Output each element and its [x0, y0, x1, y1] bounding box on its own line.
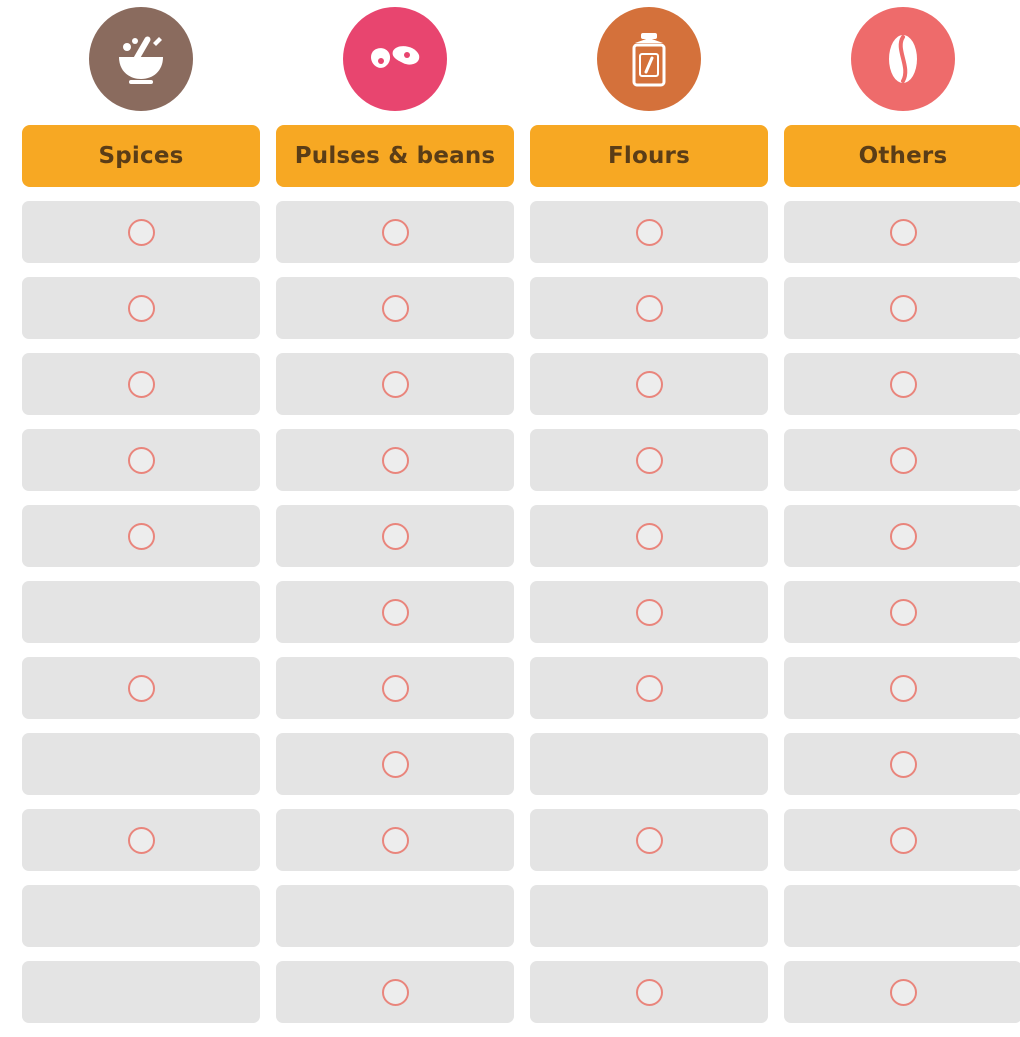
grid-cell[interactable] — [276, 581, 514, 643]
grid-cell[interactable] — [784, 581, 1020, 643]
check-circle-icon — [890, 599, 917, 626]
grid-cell[interactable] — [22, 657, 260, 719]
grid-cell[interactable] — [276, 429, 514, 491]
grid-cell[interactable] — [784, 657, 1020, 719]
check-circle-icon — [636, 447, 663, 474]
grid-cell[interactable] — [276, 505, 514, 567]
grid-cell[interactable] — [530, 201, 768, 263]
grid-cell[interactable] — [530, 505, 768, 567]
check-circle-icon — [128, 371, 155, 398]
grid-cell[interactable] — [784, 353, 1020, 415]
check-circle-icon — [636, 371, 663, 398]
check-circle-icon — [382, 751, 409, 778]
mortar-pestle-icon — [89, 7, 193, 111]
check-circle-icon — [382, 599, 409, 626]
check-circle-icon — [128, 523, 155, 550]
grid-cell[interactable] — [530, 353, 768, 415]
check-circle-icon — [636, 827, 663, 854]
check-circle-icon — [890, 447, 917, 474]
grid-cell[interactable] — [530, 961, 768, 1023]
check-circle-icon — [890, 295, 917, 322]
grid-cell[interactable] — [784, 961, 1020, 1023]
category-header-spices[interactable]: Spices — [22, 125, 260, 187]
category-header-others[interactable]: Others — [784, 125, 1020, 187]
grid-cell[interactable] — [784, 277, 1020, 339]
check-circle-icon — [382, 979, 409, 1006]
grid-cell[interactable] — [276, 885, 514, 947]
check-circle-icon — [890, 827, 917, 854]
grid-cell[interactable] — [530, 277, 768, 339]
check-circle-icon — [636, 219, 663, 246]
grid-cell[interactable] — [22, 809, 260, 871]
grid-cell[interactable] — [530, 809, 768, 871]
grid-cell[interactable] — [530, 733, 768, 795]
grid-cell[interactable] — [784, 733, 1020, 795]
grid-cell[interactable] — [530, 429, 768, 491]
grid-cell[interactable] — [276, 277, 514, 339]
grid-cell[interactable] — [276, 809, 514, 871]
check-circle-icon — [128, 675, 155, 702]
category-header-pulses-beans[interactable]: Pulses & beans — [276, 125, 514, 187]
check-circle-icon — [890, 371, 917, 398]
grid-cell[interactable] — [22, 353, 260, 415]
grid-cell[interactable] — [784, 429, 1020, 491]
grid-cell[interactable] — [276, 657, 514, 719]
grid-cell[interactable] — [276, 733, 514, 795]
check-circle-icon — [382, 295, 409, 322]
category-column-spices — [22, 0, 260, 1037]
cells-2 — [530, 201, 768, 1037]
check-circle-icon — [890, 523, 917, 550]
check-circle-icon — [636, 599, 663, 626]
grid-cell[interactable] — [276, 961, 514, 1023]
check-circle-icon — [382, 675, 409, 702]
check-circle-icon — [128, 447, 155, 474]
grid-cell[interactable] — [784, 505, 1020, 567]
flour-jar-icon — [597, 7, 701, 111]
grid-cell[interactable] — [276, 353, 514, 415]
beans-icon — [343, 7, 447, 111]
check-circle-icon — [128, 295, 155, 322]
check-circle-icon — [382, 371, 409, 398]
grid-cell[interactable] — [22, 505, 260, 567]
grid-cell[interactable] — [276, 201, 514, 263]
check-circle-icon — [636, 295, 663, 322]
grid-cell[interactable] — [784, 201, 1020, 263]
check-circle-icon — [636, 523, 663, 550]
check-circle-icon — [890, 751, 917, 778]
check-circle-icon — [890, 219, 917, 246]
grid-cell[interactable] — [22, 429, 260, 491]
grid-cell[interactable] — [530, 885, 768, 947]
grid-cell[interactable] — [22, 961, 260, 1023]
grid-cell[interactable] — [22, 581, 260, 643]
check-circle-icon — [382, 523, 409, 550]
check-circle-icon — [890, 979, 917, 1006]
check-circle-icon — [382, 219, 409, 246]
grid-cell[interactable] — [22, 277, 260, 339]
category-column-others — [784, 0, 1020, 1037]
grid-cell[interactable] — [784, 885, 1020, 947]
grid-cell[interactable] — [22, 201, 260, 263]
check-circle-icon — [636, 979, 663, 1006]
coffee-bean-icon — [851, 7, 955, 111]
grid-cell[interactable] — [784, 809, 1020, 871]
check-circle-icon — [890, 675, 917, 702]
category-grid — [22, 0, 1020, 1037]
category-column-pulses-beans — [276, 0, 514, 1037]
check-circle-icon — [382, 827, 409, 854]
check-circle-icon — [128, 219, 155, 246]
check-circle-icon — [128, 827, 155, 854]
grid-cell[interactable] — [530, 657, 768, 719]
check-circle-icon — [636, 675, 663, 702]
grid-cell[interactable] — [22, 733, 260, 795]
grid-cell[interactable] — [22, 885, 260, 947]
cells-1 — [276, 201, 514, 1037]
category-header-flours[interactable]: Flours — [530, 125, 768, 187]
cells-3 — [784, 201, 1020, 1037]
grid-cell[interactable] — [530, 581, 768, 643]
cells-0 — [22, 201, 260, 1037]
category-column-flours — [530, 0, 768, 1037]
check-circle-icon — [382, 447, 409, 474]
